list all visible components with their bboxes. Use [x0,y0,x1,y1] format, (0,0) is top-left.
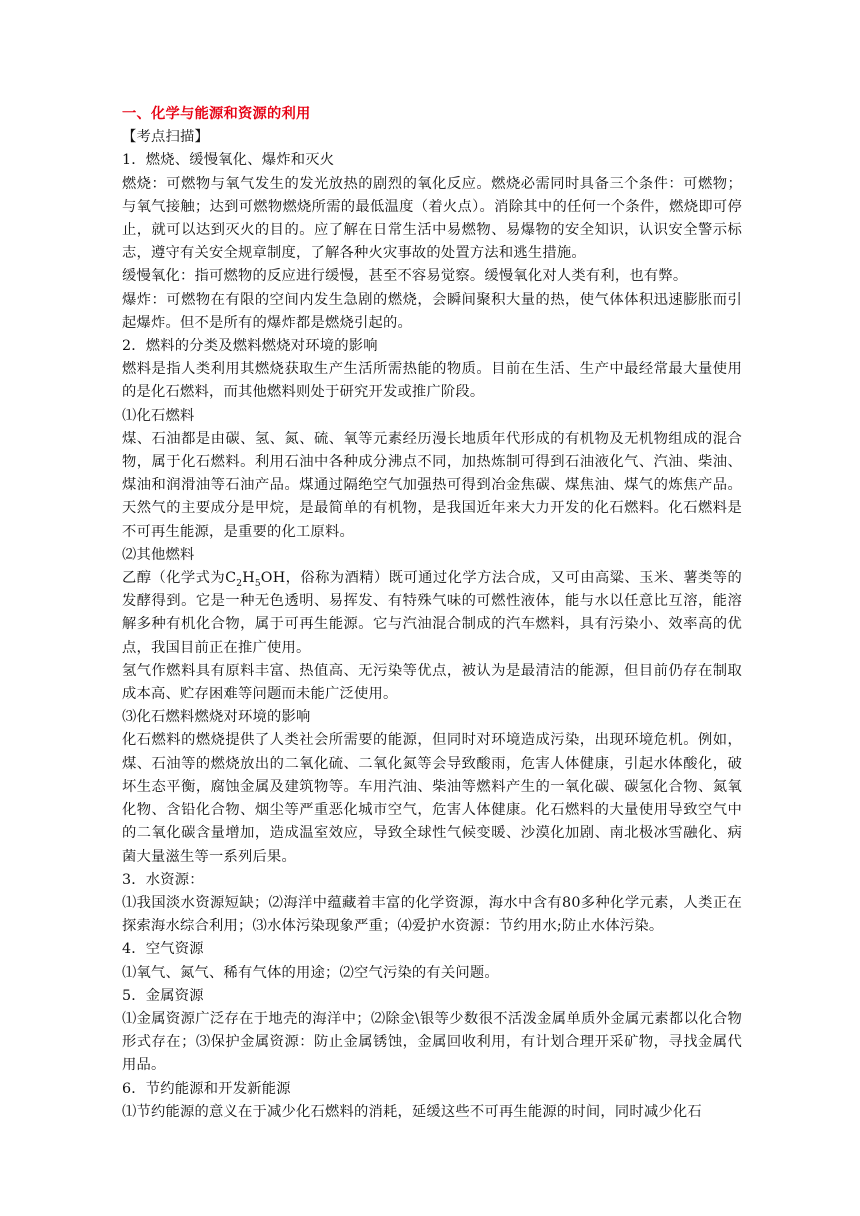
paragraph-metals: ⑴金属资源广泛存在于地壳的海洋中；⑵除金\银等少数很不活泼金属单质外金属元素都以化合物形式存在；⑶保护金属资源：防止金属锈蚀，金属回收利用，有计划合理开采矿物，寻找金属代用品。 [122,1010,742,1074]
ethanol-text-c: OH，俗称为酒精）既可通过化学方法合成，又可由高粱、玉米、薯类等的发酵得到。它是一种无色透明、易挥发、有特殊气味的可燃性液体，能与水以任意比互溶，能溶解多种有机化合物，属于可再生能源。它与汽油混合制成的汽车燃料，具有污染小、效率高的优点，我国目前正在推广使用。 [122,570,742,656]
document-body [122,103,742,1124]
heading-energy: 6．节约能源和开发新能源 [122,1080,291,1097]
subheading-fossil-fuels: ⑴化石燃料 [122,407,195,424]
paragraph-ethanol [122,567,742,660]
paragraph-fuels-intro: 燃料是指人类利用其燃烧获取生产生活所需热能的物质。目前在生活、生产中最经常最大量使用的是化石燃料，而其他燃料则处于研究开发或推广阶段。 [122,361,742,401]
paragraph-hydrogen: 氢气作燃料具有原料丰富、热值高、无污染等优点，被认为是最清洁的能源，但目前仍存在制取成本高、贮存困难等问题而未能广泛使用。 [122,662,742,703]
heading-metals: 5．金属资源 [122,987,204,1004]
document-title: 一、化学与能源和资源的利用 [122,106,311,122]
subheading-environment: ⑶化石燃料燃烧对环境的影响 [122,709,311,726]
heading-water: 3．水资源： [122,871,204,888]
heading-air: 4．空气资源 [122,941,204,958]
paragraph-energy: ⑴节约能源的意义在于减少化石燃料的消耗，延缓这些不可再生能源的时间，同时减少化石 [122,1103,702,1120]
paragraph-combustion: 燃烧：可燃物与氧气发生的发光放热的剧烈的氧化反应。燃烧必需同时具备三个条件：可燃物；与氧气接触；达到可燃物燃烧所需的最低温度（着火点）。消除其中的任何一个条件，燃烧即可停止，就可以达到灭火的目的。应了解在日常生活中易燃物、易爆物的安全知识，认识安全警示标志，遵守有关安全规章制度，了解各种火灾事故的处置方法和逃生措施。 [122,175,742,262]
paragraph-slow-oxidation: 缓慢氧化：指可燃物的反应进行缓慢，甚至不容易觉察。缓慢氧化对人类有利，也有弊。 [122,268,688,285]
heading-fuels: 2．燃料的分类及燃料燃烧对环境的影响 [122,338,378,355]
subscript-5: 5 [254,578,261,589]
heading-combustion: 1．燃烧、缓慢氧化、爆炸和灭火 [122,152,335,169]
section-tag: 【考点扫描】 [122,129,209,146]
paragraph-environment: 化石燃料的燃烧提供了人类社会所需要的能源，但同时对环境造成污染，出现环境危机。例如，煤、石油等的燃烧放出的二氧化硫、二氧化氮等会导致酸雨，危害人体健康，引起水体酸化，破坏生态平衡，腐蚀金属及建筑物等。车用汽油、柴油等燃料产生的一氧化碳、碳氢化合物、氮氧化物、含铅化合物、烟尘等严重恶化城市空气，危害人体健康。化石燃料的大量使用导致空气中的二氧化碳含量增加，造成温室效应，导致全球性气候变暖、沙漠化加剧、南北极冰雪融化、病菌大量滋生等一系列后果。 [122,732,742,865]
paragraph-explosion: 爆炸：可燃物在有限的空间内发生急剧的燃烧，会瞬间聚积大量的热，使气体体积迅速膨胀而引起爆炸。但不是所有的爆炸都是燃烧引起的。 [122,291,742,331]
paragraph-water: ⑴我国淡水资源短缺；⑵海洋中蕴藏着丰富的化学资源，海水中含有80多种化学元素，人类正在探索海水综合利用；⑶水体污染现象严重；⑷爱护水资源：节约用水;防止水体污染。 [122,894,742,935]
ethanol-text-a: 乙醇（化学式为C [122,570,237,587]
subheading-other-fuels: ⑵其他燃料 [122,546,195,563]
subscript-2: 2 [236,578,243,589]
ethanol-text-b: H [242,570,255,587]
paragraph-fossil-fuels: 煤、石油都是由碳、氢、氮、硫、氧等元素经历漫长地质年代形成的有机物及无机物组成的混合物，属于化石燃料。利用石油中各种成分沸点不同，加热炼制可得到石油液化气、汽油、柴油、煤油和润滑油等石油产品。煤通过隔绝空气加强热可得到冶金焦碳、煤焦油、煤气的炼焦产品。天然气的主要成分是甲烷，是最简单的有机物，是我国近年来大力开发的化石燃料。化石燃料是不可再生能源，是重要的化工原料。 [122,430,742,540]
paragraph-air: ⑴氧气、氮气、稀有气体的用途；⑵空气污染的有关问题。 [122,964,499,981]
